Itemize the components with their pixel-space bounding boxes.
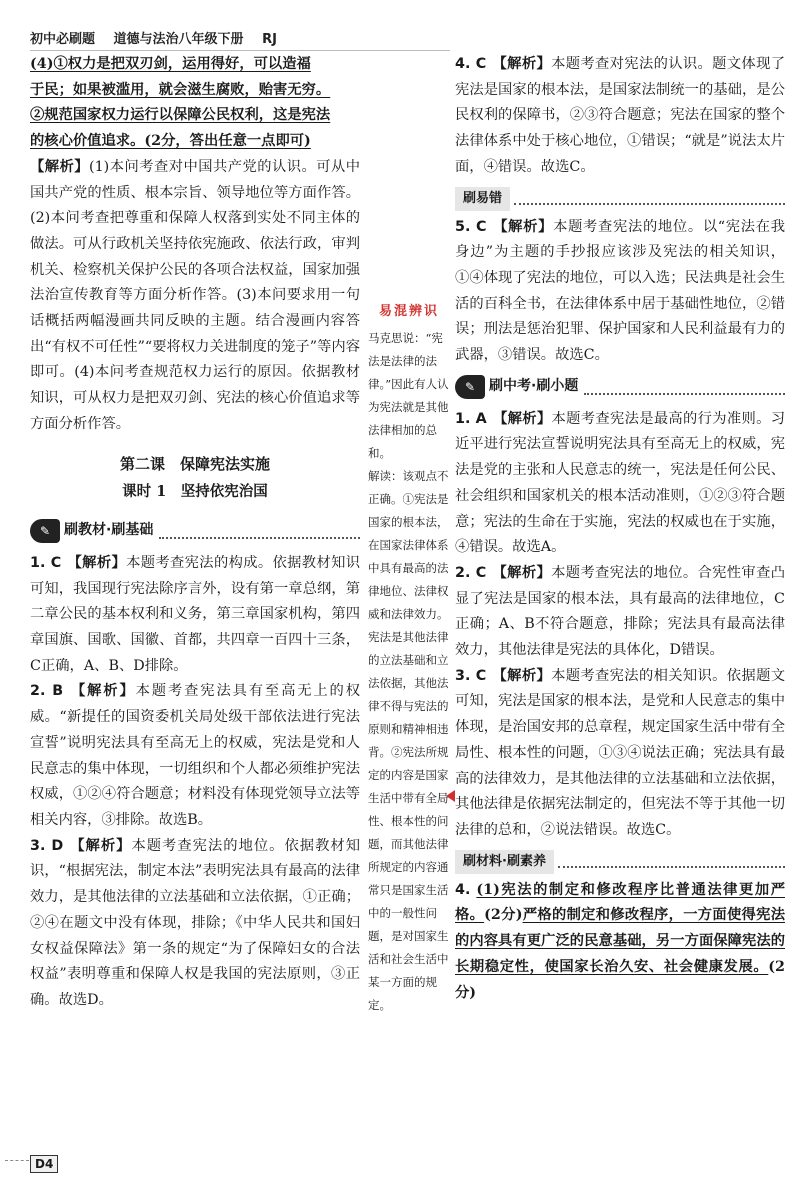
banner-dots: [514, 191, 785, 205]
sidebar-title: 易混辨识: [378, 304, 439, 319]
pen-icon: ✎: [30, 519, 60, 543]
banner-label: 刷易错: [455, 187, 510, 211]
section-banner: [455, 181, 785, 215]
analysis-text: 本题考查宪法的地位。以“宪法在我身边”为主题的手抄报应该涉及宪法的相关知识，①④体现了宪法的地位，可以入选；民法典是社会生活的百科全书，在法律体系中居于基础性地位，②错误；刑法是惩治犯罪、保护国家和人民利益最有力的武器，③错误。故选C。: [455, 218, 786, 364]
header-rule: [30, 50, 450, 51]
section-banner: [455, 373, 785, 401]
confusion-sidebar: [368, 300, 450, 1017]
analysis-text: 本题考查宪法的地位。依据教材知识，“根据宪法，制定本法”表明宪法具有最高的法律效力，是其他法律的立法基础和立法依据，①正确；②④在题文中没有体现，排除；《中华人民共和国妇女权益保障法》第一条的规定“为了保障妇女的合法权益”表明尊重和保障人权是我国的宪法原则，③正确。故选D。: [30, 837, 360, 1008]
lesson-title: 第二课 保障宪法实施: [119, 454, 270, 473]
analysis-label: 【解析】: [67, 554, 127, 571]
question-item: [455, 407, 785, 561]
pen-icon: ✎: [455, 375, 485, 399]
footer-rule: [5, 1160, 29, 1161]
banner-label: 刷中考·刷小题: [489, 377, 579, 394]
score-note: (2分): [484, 907, 523, 924]
question-item: [455, 561, 785, 664]
analysis-label: 【解析】: [69, 837, 132, 854]
page-number: D4: [30, 1155, 58, 1173]
question-number: 2. C: [455, 564, 487, 581]
section-banner: [30, 517, 360, 545]
sidebar-text: 马克思说：“宪法是法律的法律。”因此有人认为宪法就是其他法律相加的总和。: [368, 331, 449, 460]
book-series: 初中必刷题: [30, 32, 96, 47]
question-number: 1. A: [455, 410, 487, 427]
pointer-arrow-icon: [446, 790, 455, 802]
analysis-text: 本题考查宪法的构成。依据教材知识可知，我国现行宪法除序言外，设有第一章总纲，第二章公民的基本权利和义务，第三章国家机构，第四章国旗、国歌、国徽、首都，共四章一百四十三条，C正确，A、B、D排除。: [30, 554, 361, 674]
question-number: 4. C: [455, 56, 487, 72]
analysis-label: 【解析】: [492, 410, 552, 427]
score-note: (2分): [455, 958, 785, 1001]
question-item: [455, 664, 785, 844]
left-column: [30, 52, 360, 1014]
analysis-label: 【解析】: [492, 564, 552, 581]
answer-line: 于民；如果被滥用，就会滋生腐败，贻害无穷。: [30, 81, 331, 98]
question-item: [455, 215, 785, 369]
question-item: [455, 878, 785, 1007]
right-column: [455, 52, 785, 1006]
analysis-text: (1)本问考查对中国共产党的认识。可从中国共产党的性质、根本宗旨、领导地位等方面作答。(2)本问考查把尊重和保障人权落到实处不同主体的做法。可从行政机关坚持依宪施政、依法行政，审判机关、检察机关保护公民的各项合法权益，国家加强法治宣传教育等方面分析作答。(3)本问要求用一句话概括两幅漫画共同反映的主题。结合漫画内容答出“有权不可任性”“要将权力关进制度的笼子”等内容即可。(4)本问考查规范权力运行的原因。依据教材知识，可从权力是把双刃剑、宪法的核心价值追求等方面分析作答。: [30, 158, 360, 432]
analysis-label: 【解析】: [69, 683, 136, 700]
section-banner: [455, 844, 785, 878]
question-item: [30, 679, 360, 833]
lesson-subtitle: 课时 1 坚持依宪治国: [122, 483, 268, 501]
book-edition: RJ: [262, 32, 277, 47]
question-number: 4.: [455, 881, 471, 898]
analysis-label: 【解析】: [492, 667, 552, 684]
intro-analysis: [30, 155, 360, 438]
banner-label: 刷教材·刷基础: [64, 522, 154, 539]
analysis-label: 【解析】: [492, 56, 552, 72]
banner-dots: [159, 523, 360, 539]
question-item: [30, 834, 360, 1014]
question-item: [30, 551, 360, 680]
answer-line: (4)①权力是把双刃剑，运用得好，可以造福: [30, 56, 311, 72]
analysis-text: 本题考查对宪法的认识。题文体现了宪法是国家的根本法，是国家法制统一的基础，是公民权利的保障书，②③符合题意；宪法在国家的整个法律体系中处于核心地位，①错误；“就是”说法太片面，④错误。故选C。: [455, 56, 786, 175]
answer-text: (1)宪法的制定和修改程序比普通法律更加严格。: [455, 881, 785, 924]
question-number: 3. D: [30, 837, 64, 854]
analysis-label: 【解析】: [30, 158, 89, 175]
question-number: 3. C: [455, 667, 487, 684]
analysis-text: 本题考查宪法的相关知识。依据题文可知，宪法是国家的根本法，是党和人民意志的集中体现，是治国安邦的总章程，规定国家生活中带有全局性、根本性的问题，①③④说法正确；宪法具有最高的法律效力，是其他法律的立法基础和立法依据，其他法律是依据宪法制定的，但宪法不等于其他一切法律的总和，②说法错误。故选C。: [455, 667, 786, 838]
banner-dots: [584, 379, 785, 395]
question-number: 5. C: [455, 218, 487, 235]
analysis-text: 本题考查宪法是最高的行为准则。习近平进行宪法宣誓说明宪法具有至高无上的权威，宪法是党的主张和人民意志的统一，宪法是任何公民、社会组织和国家机关的根本活动准则，①②③符合题意；宪法的生命在于实施，宪法的权威也在于实施，④错误。故选A。: [455, 410, 786, 556]
answer-line: ②规范国家权力运行以保障公民权利，这是宪法: [30, 107, 331, 124]
page-header: [30, 28, 291, 47]
analysis-label: 【解析】: [492, 218, 554, 235]
answer-text: 严格的制定和修改程序，一方面使得宪法的内容具有更广泛的民意基础，另一方面保障宪法的长期稳定性，使国家长治久安、社会健康发展。: [455, 907, 786, 975]
answer-line: 的核心价值追求。(2分，答出任意一点即可): [30, 133, 311, 150]
question-number: 1. C: [30, 554, 62, 571]
analysis-text: 本题考查宪法具有至高无上的权威。“新提任的国资委机关局处级干部依法进行宪法宣誓”说明宪法具有至高无上的权威，宪法是党和人民意志的集中体现，一切组织和个人都必须维护宪法权威，①②④符合题意；材料没有体现党领导立法等相关内容，③排除。故选B。: [30, 683, 361, 828]
question-item: [455, 52, 785, 181]
banner-dots: [558, 854, 785, 868]
book-subject: 道德与法治八年级下册: [113, 32, 244, 47]
question-number: 2. B: [30, 683, 64, 700]
banner-label: 刷材料·刷素养: [455, 850, 554, 874]
sidebar-analysis: 解读：该观点不正确。①宪法是国家的根本法，在国家法律体系中具有最高的法律地位、法律权威和法律效力。宪法是其他法律的立法基础和立法依据，其他法律不得与宪法的原则和精神相违背。②宪法所规定的内容是国家生活中带有全局性、根本性的问题，而其他法律所规定的内容通常只是国家生活中的一般性问题，是对国家生活和社会生活中某一方面的规定。: [368, 469, 449, 1012]
analysis-text: 本题考查宪法的地位。合宪性审查凸显了宪法是国家的根本法，具有最高的法律地位，C正确；A、B不符合题意，排除；宪法具有最高法律效力，其他法律是宪法的具体化，D错误。: [455, 564, 786, 659]
